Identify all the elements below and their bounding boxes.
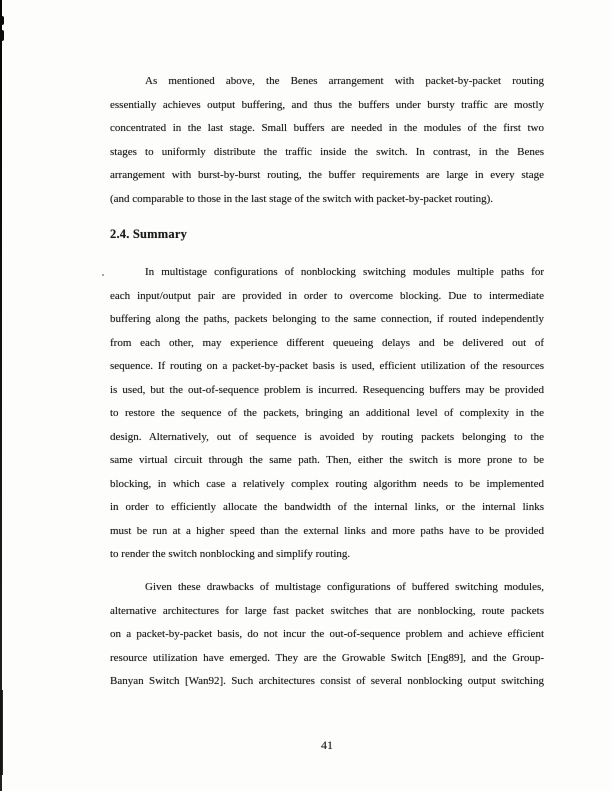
text-line: on a packet-by-packet basis, do not incur the out-of-sequence problem and achieve efficient [110,628,544,640]
scan-edge-artifact [0,0,2,791]
text-line: Given these drawbacks of multistage configurations of buffered switching modules, [145,581,544,593]
paragraph-multistage-summary [110,261,544,567]
text-line: design. Alternatively, out of sequence is avoided by routing packets belonging to the [110,430,544,443]
text-line: arrangement with burst-by-burst routing, the buffer requirements are large in every stage [110,169,544,181]
text-line: Banyan Switch [Wan92]. Such architectures consist of several nonblocking output switching [110,675,544,687]
text-line: each input/output pair are provided in order to overcome blocking. Due to intermediate [110,289,544,302]
paragraph-benes-buffering [110,70,544,211]
text-line: same virtual circuit through the same path. Then, either the switch is more prone to be [110,454,544,466]
text-line: is used, but the out-of-sequence problem is incurred. Resequencing buffers may be provided [110,383,544,396]
page-number: 41 [321,738,333,752]
text-line: in order to efficiently allocate the bandwidth of the internal links, or the internal links [110,501,544,513]
text-line: resource utilization have emerged. They are the Growable Switch [Eng89], and the Group- [110,651,544,664]
text-line: alternative architectures for large fast packet switches that are nonblocking, route packets [110,604,544,617]
text-line: must be run at a higher speed than the external links and more paths have to be provided [110,524,544,537]
scan-blob-artifact [0,16,4,25]
speck-artifact [102,274,104,276]
text-line: concentrated in the last stage. Small buffers are needed in the modules of the first two [110,122,544,134]
text-line: In multistage configurations of nonblocking switching modules multiple paths for [145,266,544,278]
text-line: (and comparable to those in the last stage of the switch with packet-by-packet routing). [110,192,494,205]
text-line: from each other, may experience different queueing delays and be delivered out of [110,336,544,349]
text-line: to render the switch nonblocking and simplify routing. [110,548,351,560]
paragraph-alternative-architectures [110,576,544,694]
text-line: essentially achieves output buffering, and thus the buffers under bursty traffic are mostly [110,98,544,111]
scan-blob-artifact [0,30,4,41]
text-line: to restore the sequence of the packets, bringing an additional level of complexity in the [110,407,544,419]
scan-blob-artifact [0,690,3,775]
text-line: As mentioned above, the Benes arrangement with packet-by-packet routing [145,75,544,87]
text-line: sequence. If routing on a packet-by-packet basis is used, efficient utilization of the resources [110,360,544,372]
text-line: stages to uniformly distribute the traffic inside the switch. In contrast, in the Benes [110,145,544,158]
text-line: buffering along the paths, packets belonging to the same connection, if routed independently [110,313,544,325]
section-heading: 2.4. Summary [110,227,188,241]
text-line: blocking, in which case a relatively complex routing algorithm needs to be implemented [110,477,544,490]
